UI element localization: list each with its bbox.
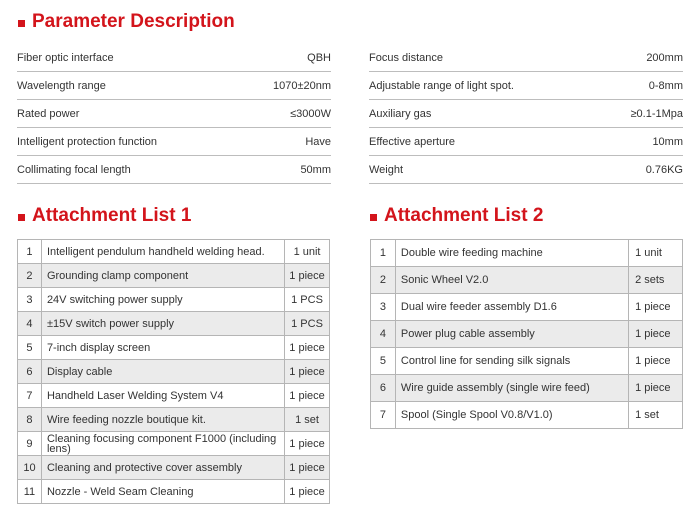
item-quantity: 1 set bbox=[285, 408, 330, 432]
item-quantity: 1 set bbox=[629, 402, 683, 429]
row-number: 4 bbox=[371, 321, 396, 348]
table-row bbox=[18, 312, 330, 336]
row-number: 9 bbox=[18, 432, 42, 456]
item-name: Sonic Wheel V2.0 bbox=[395, 267, 628, 294]
table-row bbox=[18, 408, 330, 432]
item-quantity: 1 piece bbox=[285, 456, 330, 480]
row-number: 3 bbox=[371, 294, 396, 321]
item-name: Wire feeding nozzle boutique kit. bbox=[41, 408, 284, 432]
table-row bbox=[18, 264, 330, 288]
parameter-value: 0.76KG bbox=[645, 163, 683, 176]
table-row bbox=[371, 321, 683, 348]
parameter-row bbox=[17, 156, 331, 184]
item-name: Control line for sending silk signals bbox=[395, 348, 628, 375]
attachment-list-2-title: Attachment List 2 bbox=[370, 205, 543, 227]
parameter-row bbox=[17, 44, 331, 72]
row-number: 8 bbox=[18, 408, 42, 432]
parameter-label: Fiber optic interface bbox=[17, 51, 114, 64]
item-name: Grounding clamp component bbox=[41, 264, 284, 288]
parameter-value: 1070±20nm bbox=[272, 79, 331, 92]
item-quantity: 1 piece bbox=[629, 375, 683, 402]
parameter-row bbox=[17, 100, 331, 128]
table-row bbox=[18, 456, 330, 480]
row-number: 2 bbox=[18, 264, 42, 288]
item-name: 24V switching power supply bbox=[41, 288, 284, 312]
item-name: Display cable bbox=[41, 360, 284, 384]
item-name: Wire guide assembly (single wire feed) bbox=[395, 375, 628, 402]
item-name: Handheld Laser Welding System V4 bbox=[41, 384, 284, 408]
row-number: 1 bbox=[371, 240, 396, 267]
parameter-value: 0-8mm bbox=[648, 79, 683, 92]
table-row bbox=[18, 360, 330, 384]
parameter-row bbox=[369, 156, 683, 184]
item-quantity: 1 piece bbox=[285, 264, 330, 288]
title-square-icon bbox=[18, 20, 25, 27]
parameter-row bbox=[17, 72, 331, 100]
row-number: 6 bbox=[371, 375, 396, 402]
item-quantity: 1 piece bbox=[629, 294, 683, 321]
row-number: 10 bbox=[18, 456, 42, 480]
table-row bbox=[18, 336, 330, 360]
parameter-row bbox=[369, 72, 683, 100]
item-quantity: 1 piece bbox=[285, 360, 330, 384]
parameter-row bbox=[369, 44, 683, 72]
table-row bbox=[371, 294, 683, 321]
row-number: 7 bbox=[371, 402, 396, 429]
parameter-value: 200mm bbox=[646, 51, 683, 64]
item-name: Intelligent pendulum handheld welding head. bbox=[41, 240, 284, 264]
row-number: 5 bbox=[18, 336, 42, 360]
parameter-value: QBH bbox=[307, 51, 331, 64]
table-row bbox=[371, 348, 683, 375]
parameter-label: Adjustable range of light spot. bbox=[369, 79, 514, 92]
row-number: 6 bbox=[18, 360, 42, 384]
parameter-value: ≤3000W bbox=[290, 107, 331, 120]
item-name: Dual wire feeder assembly D1.6 bbox=[395, 294, 628, 321]
table-row bbox=[18, 432, 330, 456]
parameter-label: Wavelength range bbox=[17, 79, 106, 92]
item-name: ±15V switch power supply bbox=[41, 312, 284, 336]
item-name: Cleaning focusing component F1000 (including lens) bbox=[41, 432, 284, 456]
item-name: Nozzle - Weld Seam Cleaning bbox=[41, 480, 284, 504]
table-row bbox=[18, 384, 330, 408]
table-row bbox=[371, 240, 683, 267]
parameter-list-right bbox=[369, 44, 683, 184]
parameter-value: 10mm bbox=[652, 135, 683, 148]
parameter-label: Auxiliary gas bbox=[369, 107, 432, 120]
parameter-value: ≥0.1-1Mpa bbox=[630, 107, 683, 120]
table-row bbox=[18, 288, 330, 312]
parameter-label: Effective aperture bbox=[369, 135, 456, 148]
attachment-list-1-title: Attachment List 1 bbox=[18, 205, 191, 227]
row-number: 7 bbox=[18, 384, 42, 408]
row-number: 3 bbox=[18, 288, 42, 312]
table-row bbox=[371, 375, 683, 402]
item-quantity: 1 piece bbox=[629, 348, 683, 375]
row-number: 5 bbox=[371, 348, 396, 375]
title-square-icon bbox=[370, 214, 377, 221]
parameter-row bbox=[369, 100, 683, 128]
table-row bbox=[371, 267, 683, 294]
row-number: 11 bbox=[18, 480, 42, 504]
item-name: Power plug cable assembly bbox=[395, 321, 628, 348]
item-quantity: 1 unit bbox=[629, 240, 683, 267]
item-name: Double wire feeding machine bbox=[395, 240, 628, 267]
item-quantity: 1 piece bbox=[285, 480, 330, 504]
table-row bbox=[371, 402, 683, 429]
parameter-value: 50mm bbox=[300, 163, 331, 176]
item-name: Cleaning and protective cover assembly bbox=[41, 456, 284, 480]
item-quantity: 1 piece bbox=[285, 384, 330, 408]
parameter-list-left bbox=[17, 44, 331, 184]
attachment-list-1-table bbox=[17, 239, 330, 504]
item-quantity: 1 PCS bbox=[285, 288, 330, 312]
item-quantity: 1 piece bbox=[285, 336, 330, 360]
attachment-list-2-table bbox=[370, 239, 683, 429]
item-quantity: 1 PCS bbox=[285, 312, 330, 336]
row-number: 1 bbox=[18, 240, 42, 264]
parameter-value: Have bbox=[305, 135, 331, 148]
item-name: 7-inch display screen bbox=[41, 336, 284, 360]
item-name: Spool (Single Spool V0.8/V1.0) bbox=[395, 402, 628, 429]
row-number: 2 bbox=[371, 267, 396, 294]
parameter-label: Intelligent protection function bbox=[17, 135, 158, 148]
parameter-label: Rated power bbox=[17, 107, 80, 120]
parameter-row bbox=[369, 128, 683, 156]
item-quantity: 1 piece bbox=[629, 321, 683, 348]
row-number: 4 bbox=[18, 312, 42, 336]
parameter-label: Focus distance bbox=[369, 51, 443, 64]
parameter-row bbox=[17, 128, 331, 156]
title-square-icon bbox=[18, 214, 25, 221]
parameter-label: Collimating focal length bbox=[17, 163, 131, 176]
item-quantity: 1 piece bbox=[285, 432, 330, 456]
item-quantity: 2 sets bbox=[629, 267, 683, 294]
table-row bbox=[18, 240, 330, 264]
table-row bbox=[18, 480, 330, 504]
parameter-label: Weight bbox=[369, 163, 404, 176]
item-quantity: 1 unit bbox=[285, 240, 330, 264]
parameter-title: Parameter Description bbox=[18, 11, 235, 33]
